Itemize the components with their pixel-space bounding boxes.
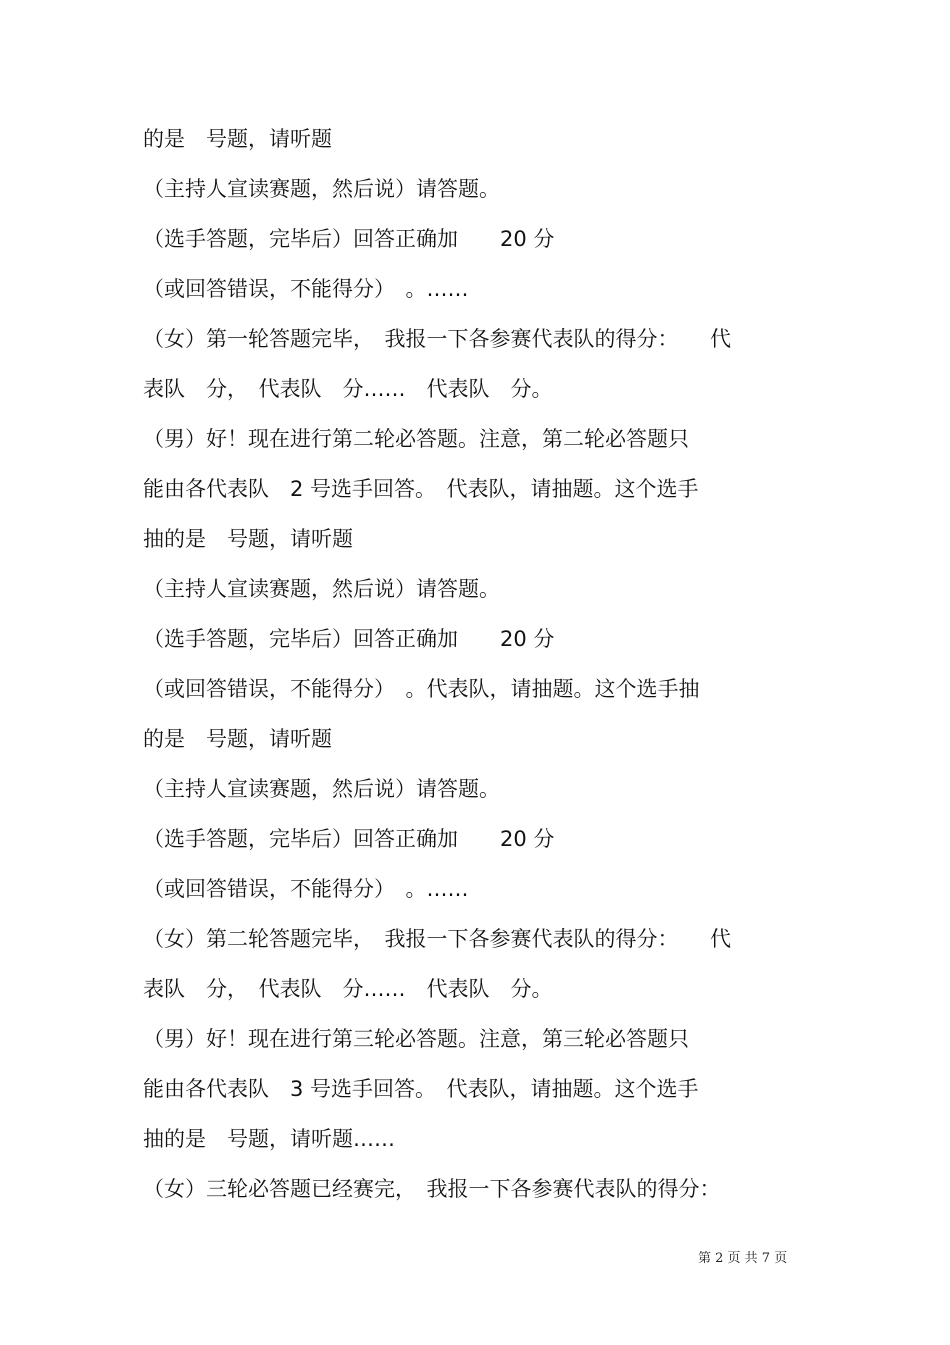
text-line: （男）好！现在进行第二轮必答题。注意，第二轮必答题只 bbox=[143, 427, 689, 451]
text-line: 能由各代表队 3 号选手回答。 代表队，请抽题。这个选手 bbox=[143, 1077, 699, 1101]
text-line: 能由各代表队 2 号选手回答。 代表队，请抽题。这个选手 bbox=[143, 477, 699, 501]
text-line: （或回答错误，不能得分） 。…… bbox=[143, 877, 469, 901]
text-line: （选手答题，完毕后）回答正确加 20 分 bbox=[143, 227, 555, 251]
text-line: 的是 号题，请听题 bbox=[143, 727, 332, 751]
page-number-footer: 第 2 页 共 7 页 bbox=[698, 1251, 788, 1266]
text-line: （或回答错误，不能得分） 。…… bbox=[143, 277, 469, 301]
text-line: （主持人宣读赛题，然后说）请答题。 bbox=[143, 177, 500, 201]
text-line: （女）三轮必答题已经赛完， 我报一下各参赛代表队的得分： bbox=[143, 1177, 721, 1201]
text-line: （选手答题，完毕后）回答正确加 20 分 bbox=[143, 827, 555, 851]
text-line: 抽的是 号题，请听题…… bbox=[143, 1127, 395, 1151]
text-line: （主持人宣读赛题，然后说）请答题。 bbox=[143, 577, 500, 601]
text-line: （或回答错误，不能得分） 。代表队，请抽题。这个选手抽 bbox=[143, 677, 700, 701]
text-line: （男）好！现在进行第三轮必答题。注意，第三轮必答题只 bbox=[143, 1027, 689, 1051]
text-line: 的是 号题，请听题 bbox=[143, 127, 332, 151]
text-line: （主持人宣读赛题，然后说）请答题。 bbox=[143, 777, 500, 801]
text-line: 表队 分， 代表队 分…… 代表队 分。 bbox=[143, 377, 553, 401]
text-line: （女）第一轮答题完毕， 我报一下各参赛代表队的得分： 代 bbox=[143, 327, 731, 351]
text-line: 抽的是 号题，请听题 bbox=[143, 527, 353, 551]
text-line: 表队 分， 代表队 分…… 代表队 分。 bbox=[143, 977, 553, 1001]
text-line: （选手答题，完毕后）回答正确加 20 分 bbox=[143, 627, 555, 651]
text-line: （女）第二轮答题完毕， 我报一下各参赛代表队的得分： 代 bbox=[143, 927, 731, 951]
